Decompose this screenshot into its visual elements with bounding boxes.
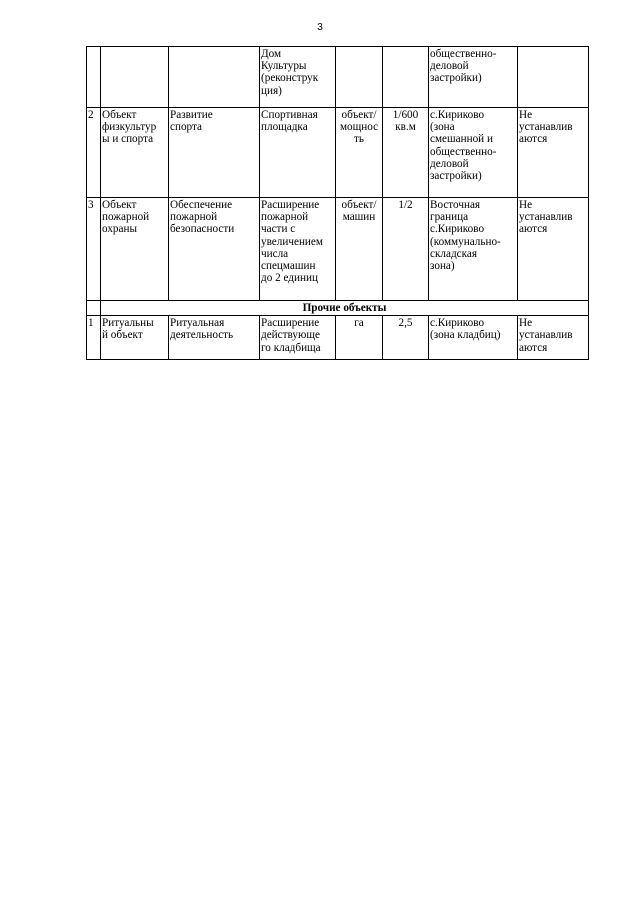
section-header-row bbox=[87, 301, 589, 316]
page-number: 3 bbox=[317, 22, 323, 33]
object-name-cell: Дом Культуры (реконструк ция) bbox=[260, 47, 336, 108]
section-spacer-cell bbox=[87, 301, 101, 316]
objects-table bbox=[86, 46, 589, 360]
capacity-cell: 2,5 bbox=[383, 316, 429, 360]
zones-cell bbox=[518, 47, 589, 108]
section-title: Прочие объекты bbox=[101, 301, 589, 316]
location-cell: общественно- деловой застройки) bbox=[429, 47, 518, 108]
table-row bbox=[87, 108, 589, 198]
purpose-cell: Ритуальная деятельность bbox=[169, 316, 260, 360]
capacity-cell: 1/600 кв.м bbox=[383, 108, 429, 198]
zones-cell: Не устанавлив аются bbox=[518, 108, 589, 198]
location-cell: Восточная граница с.Кириково (коммунально- складская зона) bbox=[429, 198, 518, 301]
location-cell: с.Кириково (зона смешанной и общественно- деловой застройки) bbox=[429, 108, 518, 198]
table-row bbox=[87, 198, 589, 301]
purpose-cell: Обеспечение пожарной безопасности bbox=[169, 198, 260, 301]
object-name-cell: Расширение пожарной части с увеличением числа спецмашин до 2 единиц bbox=[260, 198, 336, 301]
table-row bbox=[87, 47, 589, 108]
object-type-cell: Ритуальны й объект bbox=[101, 316, 169, 360]
zones-cell: Не устанавлив аются bbox=[518, 198, 589, 301]
row-number-cell bbox=[87, 47, 101, 108]
object-name-cell: Спортивная площадка bbox=[260, 108, 336, 198]
row-number-cell: 1 bbox=[87, 316, 101, 360]
object-type-cell: Объект пожарной охраны bbox=[101, 198, 169, 301]
unit-cell bbox=[336, 47, 383, 108]
table-row bbox=[87, 316, 589, 360]
zones-cell: Не устанавлив аются bbox=[518, 316, 589, 360]
object-type-cell: Объект физкультур ы и спорта bbox=[101, 108, 169, 198]
purpose-cell bbox=[169, 47, 260, 108]
unit-cell: объект/ машин bbox=[336, 198, 383, 301]
capacity-cell: 1/2 bbox=[383, 198, 429, 301]
row-number-cell: 2 bbox=[87, 108, 101, 198]
capacity-cell bbox=[383, 47, 429, 108]
object-type-cell bbox=[101, 47, 169, 108]
unit-cell: объект/ мощнос ть bbox=[336, 108, 383, 198]
row-number-cell: 3 bbox=[87, 198, 101, 301]
purpose-cell: Развитие спорта bbox=[169, 108, 260, 198]
location-cell: с.Кириково (зона кладбиц) bbox=[429, 316, 518, 360]
object-name-cell: Расширение действующе го кладбища bbox=[260, 316, 336, 360]
unit-cell: га bbox=[336, 316, 383, 360]
